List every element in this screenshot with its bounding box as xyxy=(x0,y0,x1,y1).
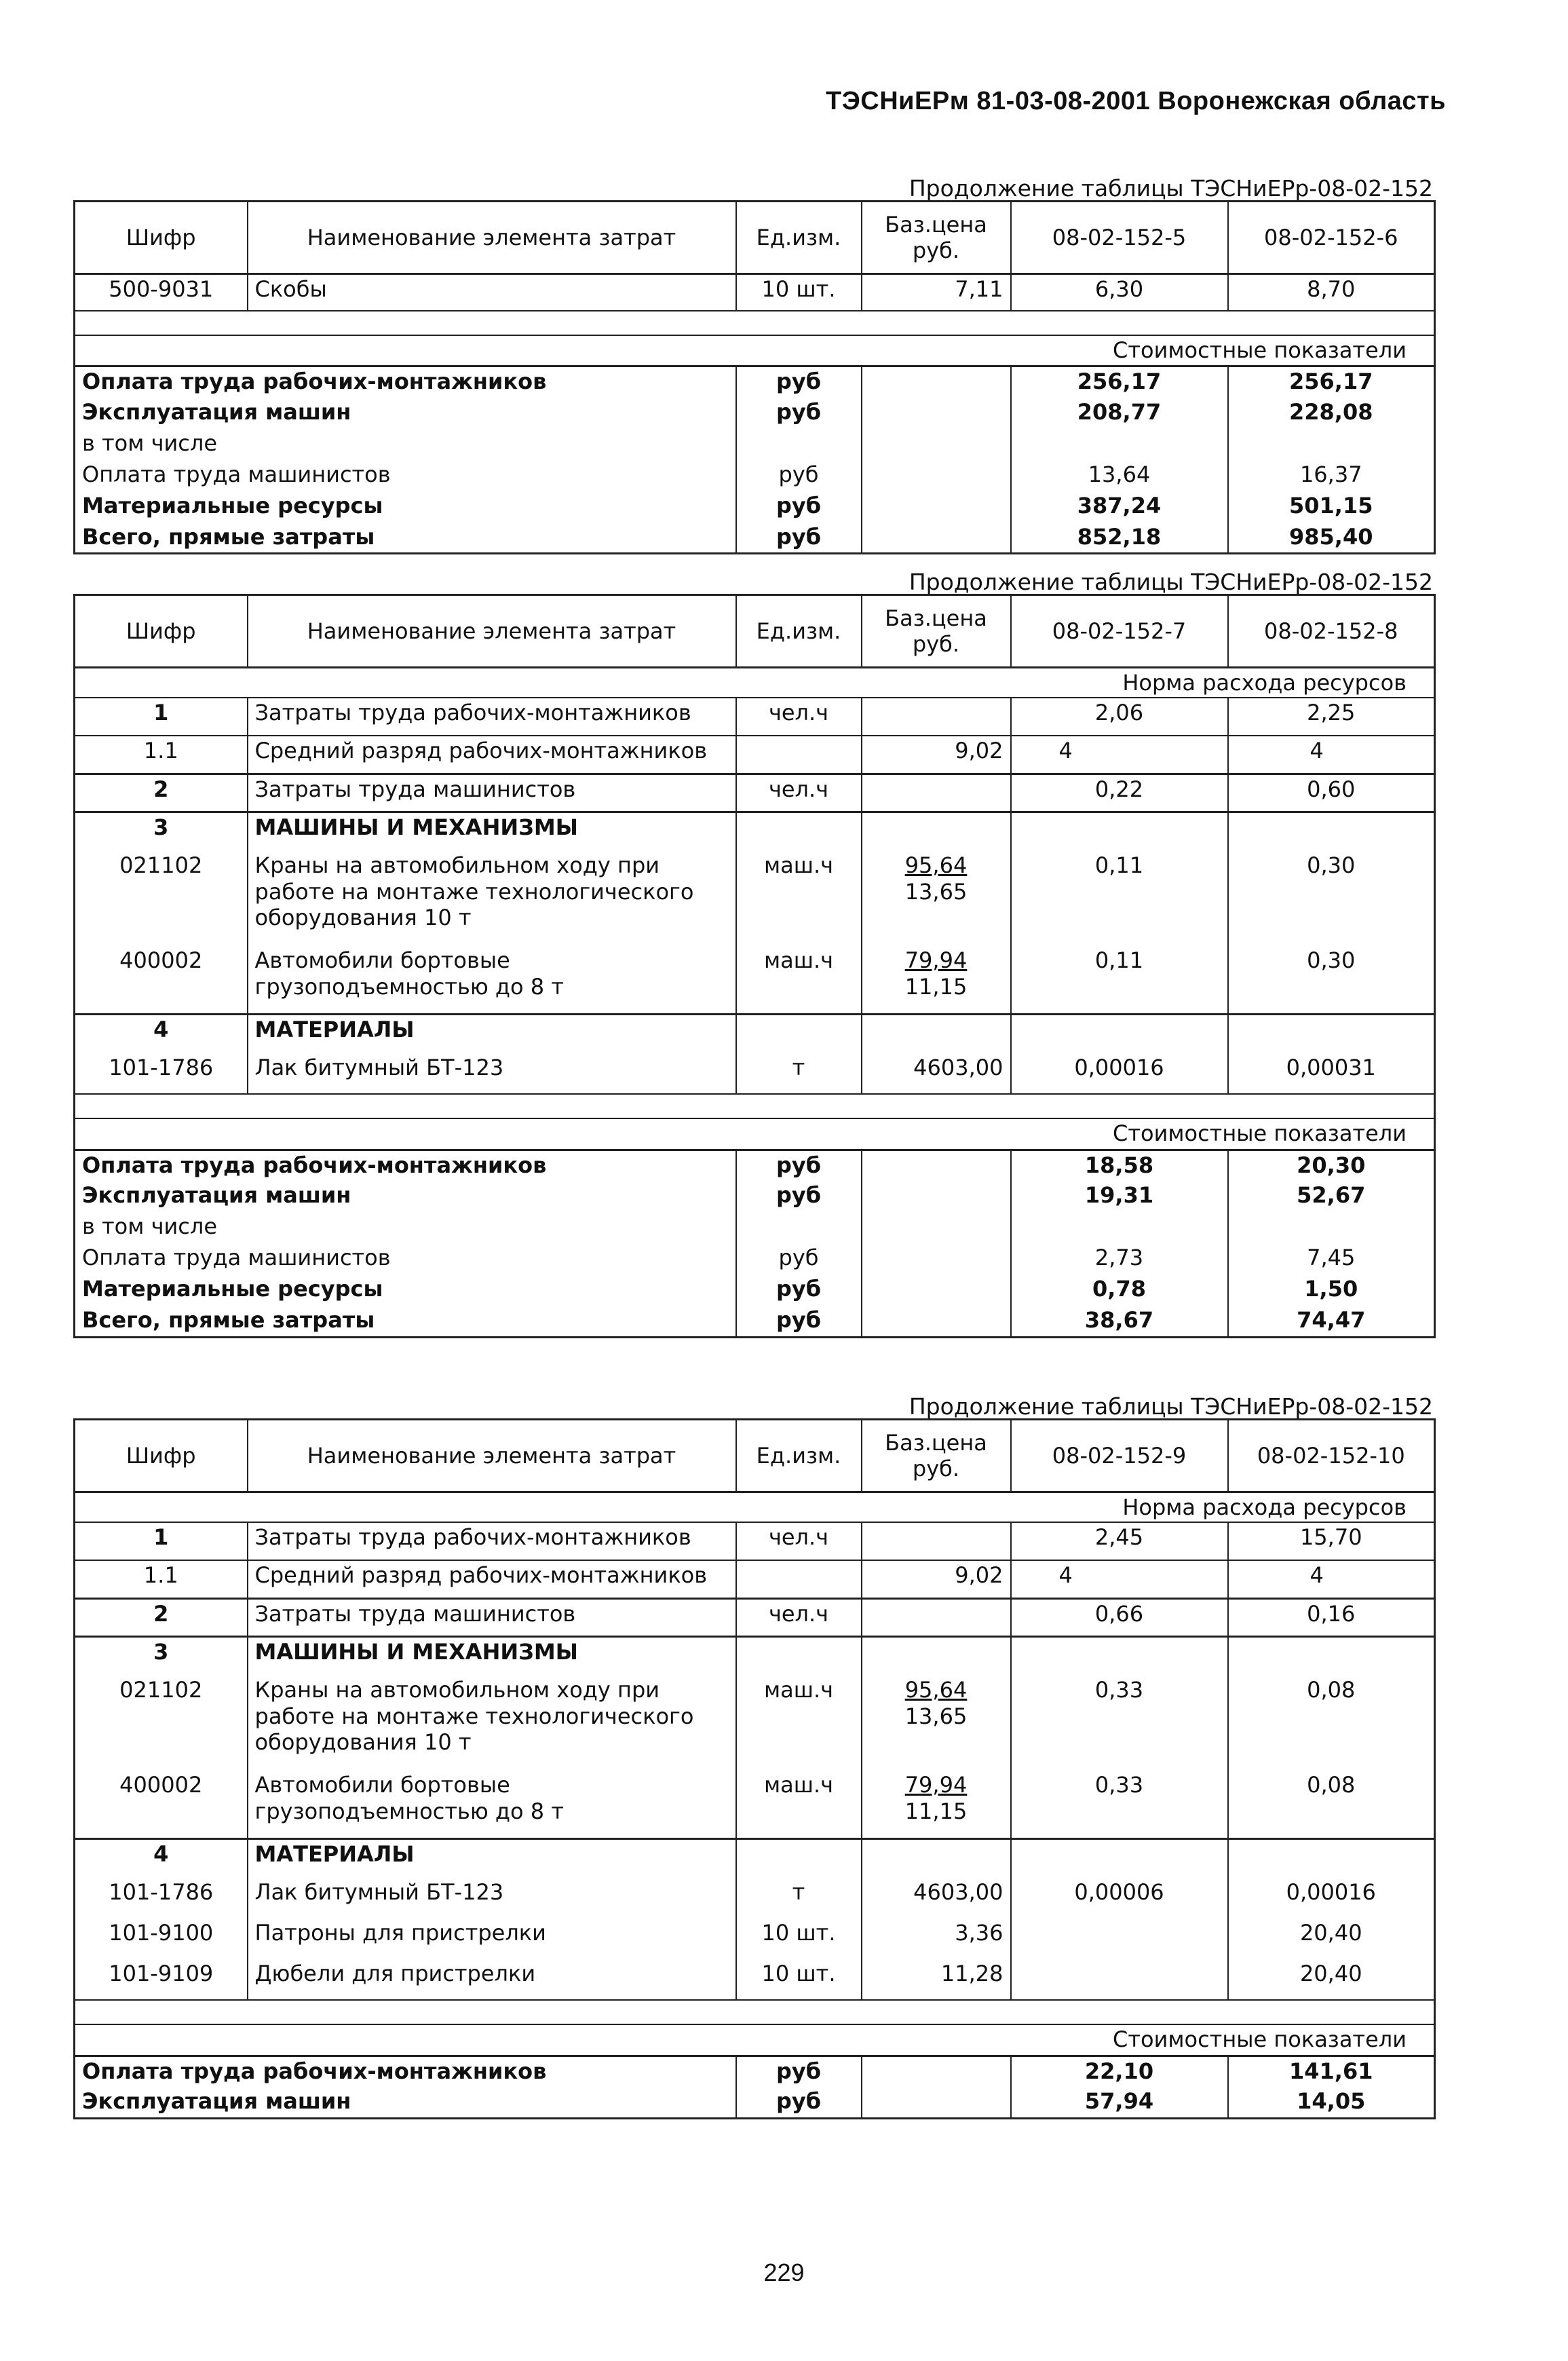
table-row xyxy=(75,274,1435,311)
cost-row xyxy=(75,523,1435,554)
cell-code: 400002 xyxy=(75,1771,248,1838)
cost-name: Всего, прямые затраты xyxy=(82,523,375,550)
cost-value-a: 18,58 xyxy=(1011,1150,1228,1181)
cell-a: 0,33 xyxy=(1011,1676,1228,1771)
cost-value-a: 256,17 xyxy=(1011,366,1228,398)
cell-price: 4603,00 xyxy=(862,1053,1011,1094)
cost-name: Эксплуатация машин xyxy=(82,2088,351,2115)
header-unit: Ед.изм. xyxy=(736,1420,862,1492)
header-col-a: 08-02-152-7 xyxy=(1011,595,1228,668)
table-row xyxy=(75,736,1435,774)
cost-row xyxy=(75,1181,1435,1212)
cell-a: 2,06 xyxy=(1011,698,1228,736)
cell-unit: чел.ч xyxy=(736,698,862,736)
cost-value-a: 38,67 xyxy=(1011,1306,1228,1337)
cost-unit: руб xyxy=(736,523,862,554)
cell-code: 2 xyxy=(75,774,248,812)
cell-price xyxy=(862,774,1011,812)
cell-code: 4 xyxy=(75,1014,248,1053)
cell-code: 1.1 xyxy=(75,736,248,774)
cell-name: Автомобили бортовые грузоподъемностью до 8 т xyxy=(248,946,736,1014)
cell-unit: чел.ч xyxy=(736,774,862,812)
cell-b: 0,00031 xyxy=(1228,1053,1435,1094)
cell-code: 1 xyxy=(75,698,248,736)
cost-value-b: 228,08 xyxy=(1228,398,1435,429)
cost-unit: руб xyxy=(736,460,862,491)
cell-price-secondary: 11,15 xyxy=(904,1798,968,1824)
cost-value-a xyxy=(1011,429,1228,460)
cell-name: Краны на автомобильном ходу при работе на монтаже технологического оборудования 10 т xyxy=(248,851,736,946)
cost-unit: руб xyxy=(736,1150,862,1181)
cost-value-b: 985,40 xyxy=(1228,523,1435,554)
cost-value-b: 7,45 xyxy=(1228,1243,1435,1274)
cell-price: 79,94 xyxy=(904,947,968,974)
header-name: Наименование элемента затрат xyxy=(248,202,736,274)
cell-name: Средний разряд рабочих-монтажников xyxy=(248,1560,736,1598)
cost-section-label: Стоимостные показатели xyxy=(75,1118,1435,1150)
cell-price: 9,02 xyxy=(862,1560,1011,1598)
cell-b: 0,30 xyxy=(1228,851,1435,946)
cell-a: 0,33 xyxy=(1011,1771,1228,1838)
cell-b: 4 xyxy=(1228,1560,1435,1598)
cost-value-b xyxy=(1228,429,1435,460)
header-price: Баз.цена руб. xyxy=(862,595,1011,668)
header-price: Баз.цена руб. xyxy=(862,202,1011,274)
cost-name: Эксплуатация машин xyxy=(82,398,351,425)
cost-row xyxy=(75,398,1435,429)
cost-value-b: 1,50 xyxy=(1228,1274,1435,1306)
table-row xyxy=(75,1560,1435,1598)
table-row xyxy=(75,851,1435,946)
cell-code: 2 xyxy=(75,1598,248,1636)
cost-value-b: 16,37 xyxy=(1228,460,1435,491)
cost-section-label: Стоимостные показатели xyxy=(75,2024,1435,2056)
cost-value-a: 13,64 xyxy=(1011,460,1228,491)
cell-code: 500-9031 xyxy=(75,274,248,311)
cell-price-secondary: 13,65 xyxy=(904,1703,968,1729)
table-header-row xyxy=(75,595,1435,668)
cell-b: 15,70 xyxy=(1228,1522,1435,1560)
header-unit: Ед.изм. xyxy=(736,595,862,668)
cost-value-a: 0,78 xyxy=(1011,1274,1228,1306)
header-col-a: 08-02-152-5 xyxy=(1011,202,1228,274)
cost-name: Оплата труда рабочих-монтажников xyxy=(75,366,736,398)
cost-value-b: 256,17 xyxy=(1228,366,1435,398)
cost-value-a: 57,94 xyxy=(1011,2087,1228,2118)
cost-section-label: Стоимостные показатели xyxy=(75,335,1435,366)
cost-name: Оплата труда машинистов xyxy=(82,461,391,487)
cell-b: 0,30 xyxy=(1228,946,1435,1014)
cost-row xyxy=(75,1212,1435,1243)
cell-unit: чел.ч xyxy=(736,1522,862,1560)
cost-unit: руб xyxy=(736,2056,862,2087)
table-row xyxy=(75,1598,1435,1636)
cell-name: Затраты труда машинистов xyxy=(248,1598,736,1636)
cost-value-b: 14,05 xyxy=(1228,2087,1435,2118)
cost-name: Оплата труда машинистов xyxy=(82,1245,391,1271)
cell-a: 4 xyxy=(1011,736,1228,774)
cell-b: 2,25 xyxy=(1228,698,1435,736)
cost-unit: руб xyxy=(736,1274,862,1306)
cell-unit: т xyxy=(736,1878,862,1919)
cell-name: Затраты труда машинистов xyxy=(248,774,736,812)
norm-section-label: Норма расхода ресурсов xyxy=(75,1492,1435,1523)
cost-value-b xyxy=(1228,1212,1435,1243)
cost-value-b: 52,67 xyxy=(1228,1181,1435,1212)
cell-b: 0,60 xyxy=(1228,774,1435,812)
cost-row xyxy=(75,2056,1435,2087)
cell-name: Дюбели для пристрелки xyxy=(248,1959,736,2000)
cost-name: Материальные ресурсы xyxy=(82,1276,383,1302)
cell-name: МАШИНЫ И МЕХАНИЗМЫ xyxy=(248,812,736,851)
cost-value-a: 22,10 xyxy=(1011,2056,1228,2087)
cost-value-a xyxy=(1011,1212,1228,1243)
section-row xyxy=(75,812,1435,851)
cell-code: 400002 xyxy=(75,946,248,1014)
header-col-a: 08-02-152-9 xyxy=(1011,1420,1228,1492)
cell-unit: т xyxy=(736,1053,862,1094)
header-col-b: 08-02-152-10 xyxy=(1228,1420,1435,1492)
cost-name: Всего, прямые затраты xyxy=(82,1307,375,1334)
cell-unit: 10 шт. xyxy=(736,274,862,311)
cell-code: 3 xyxy=(75,1636,248,1676)
header-price: Баз.цена руб. xyxy=(862,1420,1011,1492)
cell-unit: 10 шт. xyxy=(736,1959,862,2000)
header-name: Наименование элемента затрат xyxy=(248,1420,736,1492)
header-name: Наименование элемента затрат xyxy=(248,595,736,668)
cell-code: 021102 xyxy=(75,1676,248,1771)
cost-unit: руб xyxy=(736,1181,862,1212)
cell-b: 0,08 xyxy=(1228,1771,1435,1838)
cell-price xyxy=(862,1522,1011,1560)
cell-name: Патроны для пристрелки xyxy=(248,1919,736,1959)
header-code: Шифр xyxy=(75,595,248,668)
cost-row xyxy=(75,491,1435,523)
cost-unit: руб xyxy=(736,1243,862,1274)
header-code: Шифр xyxy=(75,1420,248,1492)
cost-name: в том числе xyxy=(82,1213,217,1240)
cost-unit: руб xyxy=(736,398,862,429)
resource-table-3 xyxy=(73,1418,1436,2119)
cell-name: МАТЕРИАЛЫ xyxy=(248,1838,736,1878)
cell-b: 0,16 xyxy=(1228,1598,1435,1636)
cost-value-b: 74,47 xyxy=(1228,1306,1435,1337)
cell-unit xyxy=(736,736,862,774)
cell-code: 1.1 xyxy=(75,1560,248,1598)
cell-price: 95,64 xyxy=(904,1677,968,1703)
section-row xyxy=(75,1014,1435,1053)
table2-continuation-caption: Продолжение таблицы ТЭСНиЕРр-08-02-152 xyxy=(909,569,1433,595)
cost-value-a: 2,73 xyxy=(1011,1243,1228,1274)
cell-code: 101-1786 xyxy=(75,1053,248,1094)
cell-a xyxy=(1011,1959,1228,2000)
cost-unit xyxy=(736,429,862,460)
cell-b: 8,70 xyxy=(1228,274,1435,311)
cost-row xyxy=(75,460,1435,491)
cell-code: 3 xyxy=(75,812,248,851)
cost-rows xyxy=(75,366,1435,554)
cost-value-b: 501,15 xyxy=(1228,491,1435,523)
cost-unit: руб xyxy=(736,366,862,398)
cell-price xyxy=(862,1598,1011,1636)
cell-b: 20,40 xyxy=(1228,1959,1435,2000)
section-row xyxy=(75,1636,1435,1676)
cost-value-a: 387,24 xyxy=(1011,491,1228,523)
table-row xyxy=(75,1878,1435,1919)
cost-row xyxy=(75,366,1435,398)
cost-rows xyxy=(75,1150,1435,1337)
cell-name: МАТЕРИАЛЫ xyxy=(248,1014,736,1053)
cell-a: 2,45 xyxy=(1011,1522,1228,1560)
cost-row xyxy=(75,2087,1435,2118)
cell-code: 1 xyxy=(75,1522,248,1560)
table-row xyxy=(75,1959,1435,2000)
cell-b: 0,08 xyxy=(1228,1676,1435,1771)
cost-value-b: 141,61 xyxy=(1228,2056,1435,2087)
cost-name: Оплата труда рабочих-монтажников xyxy=(75,2056,736,2087)
section-row xyxy=(75,1838,1435,1878)
cell-code: 021102 xyxy=(75,851,248,946)
header-col-b: 08-02-152-6 xyxy=(1228,202,1435,274)
cost-value-a: 19,31 xyxy=(1011,1181,1228,1212)
cell-price: 4603,00 xyxy=(862,1878,1011,1919)
resource-table-1 xyxy=(73,200,1436,554)
table-row xyxy=(75,1522,1435,1560)
table-row xyxy=(75,1771,1435,1838)
cell-name: Средний разряд рабочих-монтажников xyxy=(248,736,736,774)
table1-continuation-caption: Продолжение таблицы ТЭСНиЕРр-08-02-152 xyxy=(909,175,1433,202)
cell-b: 4 xyxy=(1228,736,1435,774)
header-unit: Ед.изм. xyxy=(736,202,862,274)
cell-b: 0,00016 xyxy=(1228,1878,1435,1919)
cell-code: 101-1786 xyxy=(75,1878,248,1919)
cell-price: 3,36 xyxy=(862,1919,1011,1959)
cell-a: 4 xyxy=(1011,1560,1228,1598)
cell-a: 0,22 xyxy=(1011,774,1228,812)
cell-a: 0,66 xyxy=(1011,1598,1228,1636)
cost-name: Материальные ресурсы xyxy=(82,492,383,518)
cell-a: 0,00006 xyxy=(1011,1878,1228,1919)
cell-unit: маш.ч xyxy=(736,851,862,946)
cell-unit: маш.ч xyxy=(736,1771,862,1838)
cell-unit: чел.ч xyxy=(736,1598,862,1636)
table-row xyxy=(75,1053,1435,1094)
cost-row xyxy=(75,1243,1435,1274)
cell-name: Автомобили бортовые грузоподъемностью до 8 т xyxy=(248,1771,736,1838)
table-header-row xyxy=(75,202,1435,274)
header-code: Шифр xyxy=(75,202,248,274)
page-number: 229 xyxy=(763,2259,805,2286)
table-row xyxy=(75,774,1435,812)
cell-price: 95,64 xyxy=(904,852,968,879)
header-col-b: 08-02-152-8 xyxy=(1228,595,1435,668)
cost-value-b: 20,30 xyxy=(1228,1150,1435,1181)
cost-row xyxy=(75,1150,1435,1181)
table3-continuation-caption: Продолжение таблицы ТЭСНиЕРр-08-02-152 xyxy=(909,1393,1433,1420)
cell-a: 0,11 xyxy=(1011,851,1228,946)
cost-value-a: 852,18 xyxy=(1011,523,1228,554)
cell-price-secondary: 11,15 xyxy=(904,973,968,1000)
table-row xyxy=(75,698,1435,736)
cell-price: 9,02 xyxy=(862,736,1011,774)
cost-unit: руб xyxy=(736,491,862,523)
cost-name: в том числе xyxy=(82,430,217,456)
cell-name: Затраты труда рабочих-монтажников xyxy=(248,698,736,736)
cell-name: Лак битумный БТ-123 xyxy=(248,1053,736,1094)
cost-row xyxy=(75,429,1435,460)
norm-section-label: Норма расхода ресурсов xyxy=(75,668,1435,698)
cost-rows xyxy=(75,2056,1435,2118)
cell-name: Лак битумный БТ-123 xyxy=(248,1878,736,1919)
cost-unit: руб xyxy=(736,1306,862,1337)
resource-table-2 xyxy=(73,594,1436,1338)
cell-price: 79,94 xyxy=(904,1772,968,1798)
table-row xyxy=(75,1919,1435,1959)
cell-code: 4 xyxy=(75,1838,248,1878)
cell-price: 7,11 xyxy=(862,274,1011,311)
table-header-row xyxy=(75,1420,1435,1492)
table-row xyxy=(75,946,1435,1014)
cell-code: 101-9100 xyxy=(75,1919,248,1959)
cost-row xyxy=(75,1274,1435,1306)
cell-code: 101-9109 xyxy=(75,1959,248,2000)
cell-name: Затраты труда рабочих-монтажников xyxy=(248,1522,736,1560)
cell-name: МАШИНЫ И МЕХАНИЗМЫ xyxy=(248,1636,736,1676)
cell-a: 0,00016 xyxy=(1011,1053,1228,1094)
cell-unit: маш.ч xyxy=(736,1676,862,1771)
cost-row xyxy=(75,1306,1435,1337)
cell-price: 11,28 xyxy=(862,1959,1011,2000)
cell-price xyxy=(862,698,1011,736)
cost-unit: руб xyxy=(736,2087,862,2118)
cost-name: Оплата труда рабочих-монтажников xyxy=(75,1150,736,1181)
cell-a: 0,11 xyxy=(1011,946,1228,1014)
cost-value-a: 208,77 xyxy=(1011,398,1228,429)
cost-name: Эксплуатация машин xyxy=(82,1182,351,1209)
cell-a xyxy=(1011,1919,1228,1959)
cell-unit: 10 шт. xyxy=(736,1919,862,1959)
cell-name: Скобы xyxy=(248,274,736,311)
cell-unit xyxy=(736,1560,862,1598)
table-row xyxy=(75,1676,1435,1771)
page-header-title: ТЭСНиЕРм 81-03-08-2001 Воронежская область xyxy=(826,87,1446,115)
cost-unit xyxy=(736,1212,862,1243)
cell-price-secondary: 13,65 xyxy=(904,878,968,905)
cell-a: 6,30 xyxy=(1011,274,1228,311)
cell-name: Краны на автомобильном ходу при работе на монтаже технологического оборудования 10 т xyxy=(248,1676,736,1771)
cell-unit: маш.ч xyxy=(736,946,862,1014)
cell-b: 20,40 xyxy=(1228,1919,1435,1959)
